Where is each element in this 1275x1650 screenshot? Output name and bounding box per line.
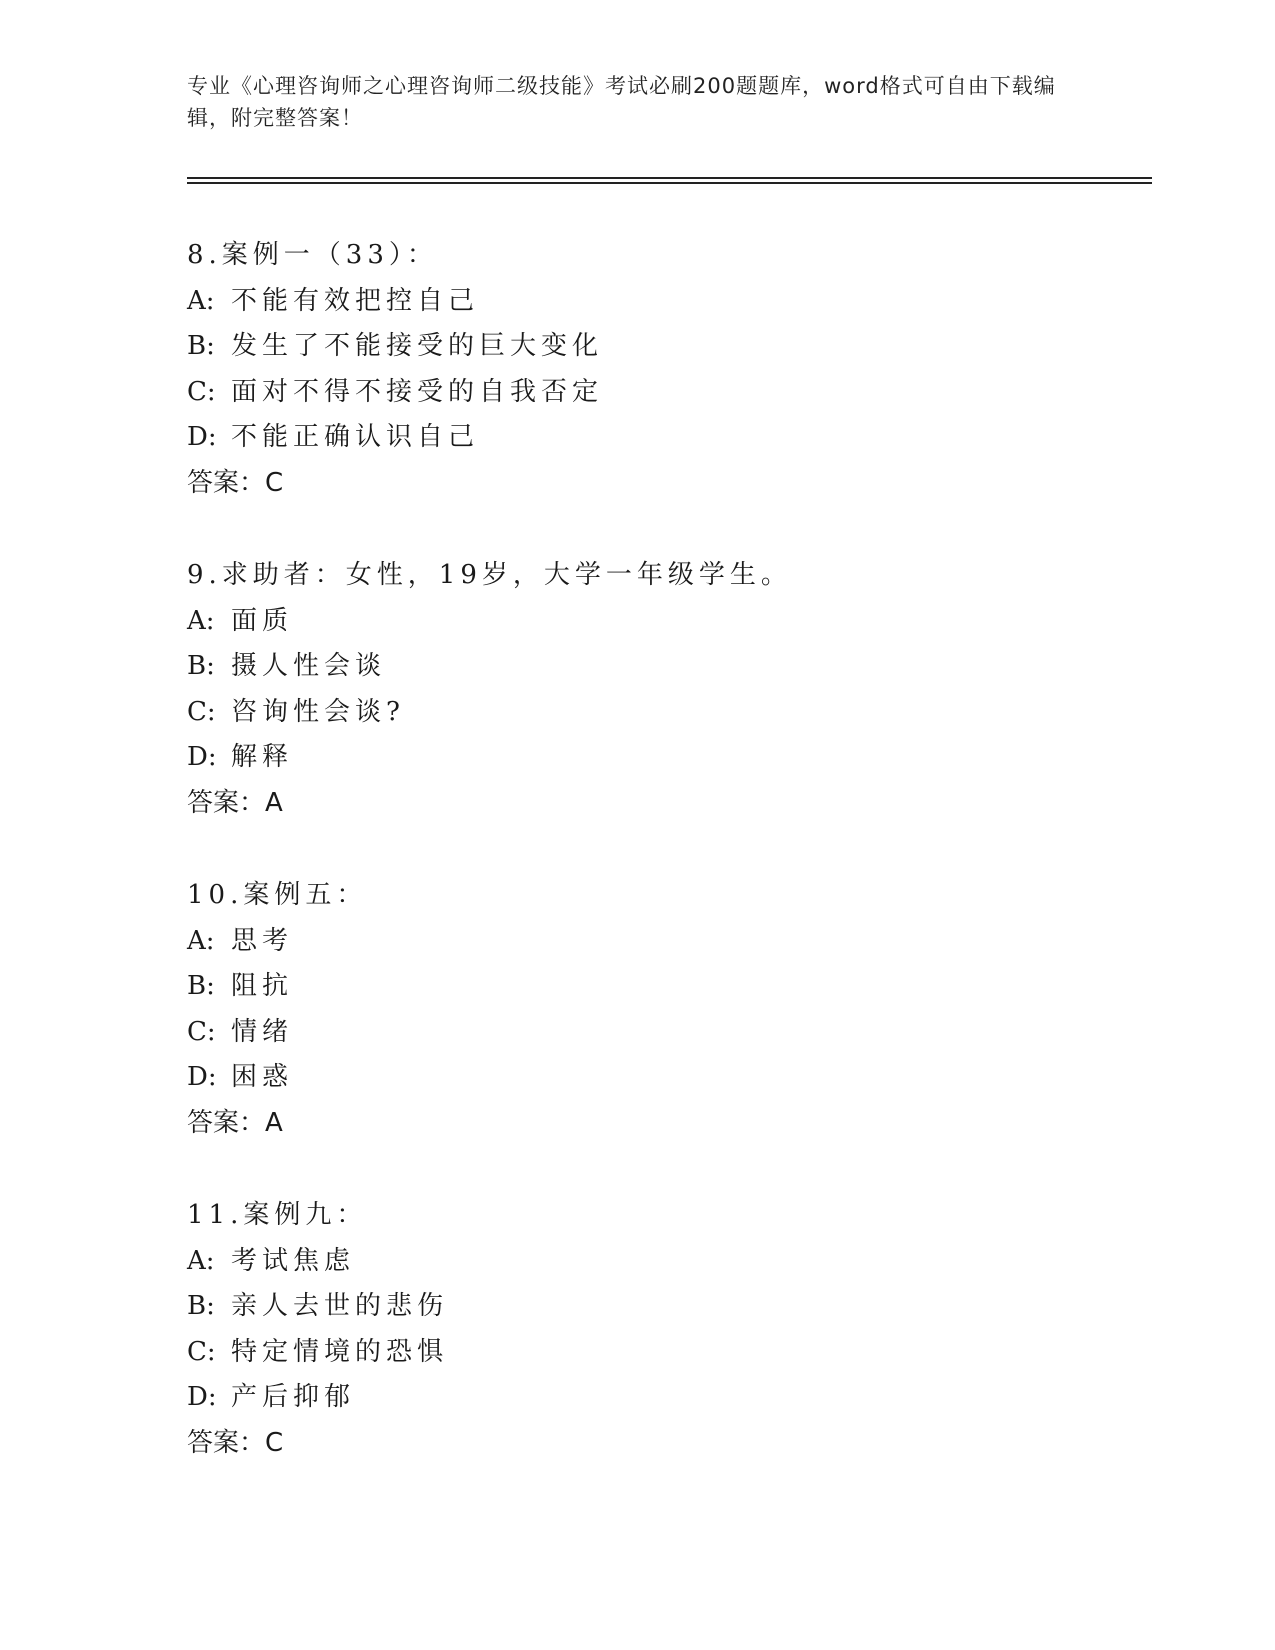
option-letter: C: — [187, 376, 216, 407]
option-text: 不能有效把控自己 — [231, 285, 480, 316]
question-stem: 11.案例九： — [187, 1200, 368, 1230]
option-text: 考试焦虑 — [231, 1245, 356, 1276]
option-text: 咨询性会谈? — [231, 696, 405, 727]
option-letter: D: — [187, 422, 217, 452]
answer-line: 答案：A — [187, 787, 283, 818]
option-text: 发生了不能接受的巨大变化 — [231, 331, 604, 361]
option-letter: B: — [187, 971, 215, 1001]
document-header — [187, 70, 1067, 134]
option-b — [187, 644, 1087, 690]
option-text: 面对不得不接受的自我否定 — [231, 376, 604, 407]
option-a — [187, 919, 1087, 965]
option-b — [187, 1284, 1087, 1330]
option-text: 面质 — [231, 605, 294, 636]
option-text: 情绪 — [231, 1016, 294, 1047]
header-rule-top — [187, 177, 1152, 179]
option-d — [187, 415, 1087, 461]
option-text: 思考 — [231, 925, 294, 956]
option-letter: D: — [187, 742, 217, 772]
option-d — [187, 1055, 1087, 1101]
option-d — [187, 735, 1087, 781]
option-letter: B: — [187, 331, 215, 361]
option-text: 阻抗 — [231, 971, 294, 1001]
option-c — [187, 1010, 1087, 1056]
option-text: 不能正确认识自己 — [231, 422, 480, 452]
question-block — [187, 233, 1087, 506]
header-text: 专业《心理咨询师之心理咨询师二级技能》考试必刷200题题库，word格式可自由下载编辑，附完整答案！ — [187, 74, 1056, 130]
option-text: 产后抑郁 — [231, 1382, 356, 1412]
option-c — [187, 1330, 1087, 1376]
option-b — [187, 964, 1087, 1010]
option-letter: B: — [187, 1291, 215, 1321]
option-letter: D: — [187, 1382, 217, 1412]
option-letter: A: — [187, 605, 215, 636]
option-text: 特定情境的恐惧 — [231, 1336, 449, 1367]
option-letter: C: — [187, 1336, 216, 1367]
option-c — [187, 370, 1087, 416]
option-letter: C: — [187, 696, 216, 727]
option-text: 亲人去世的悲伤 — [231, 1291, 449, 1321]
answer-line: 答案：C — [187, 467, 284, 498]
header-rule-bottom — [187, 182, 1152, 184]
option-text: 困惑 — [231, 1062, 294, 1092]
option-letter: A: — [187, 285, 215, 316]
question-block — [187, 873, 1087, 1146]
option-a — [187, 1239, 1087, 1285]
question-block — [187, 553, 1087, 826]
option-letter: C: — [187, 1016, 216, 1047]
question-block — [187, 1193, 1087, 1466]
option-text: 摄人性会谈 — [231, 651, 387, 681]
answer-line: 答案：A — [187, 1107, 283, 1138]
answer-line: 答案：C — [187, 1427, 284, 1458]
option-letter: A: — [187, 925, 215, 956]
option-letter: A: — [187, 1245, 215, 1276]
option-c — [187, 690, 1087, 736]
option-a — [187, 279, 1087, 325]
option-text: 解释 — [231, 742, 294, 772]
option-b — [187, 324, 1087, 370]
option-letter: D: — [187, 1062, 217, 1092]
question-stem: 9.求助者：女性，19岁，大学一年级学生。 — [187, 560, 792, 590]
question-stem: 8.案例一（33）： — [187, 240, 438, 270]
option-a — [187, 599, 1087, 645]
option-letter: B: — [187, 651, 215, 681]
option-d — [187, 1375, 1087, 1421]
question-stem: 10.案例五： — [187, 880, 368, 910]
